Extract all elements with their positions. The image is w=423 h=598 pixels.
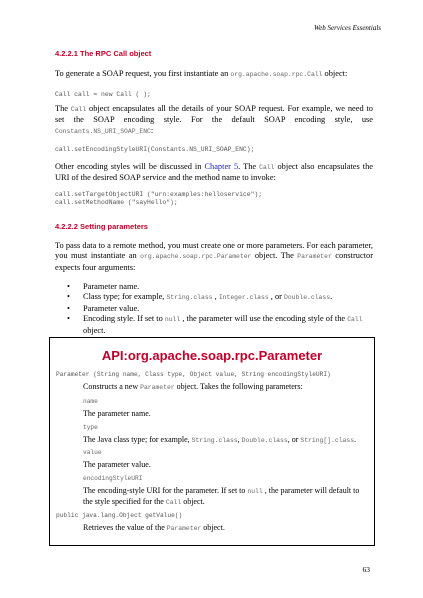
text: Retrieves the value of the <box>83 523 167 532</box>
paragraph-instantiate-call <box>55 69 373 80</box>
param-encoding-term: encodingStyleURI <box>83 475 143 482</box>
text: , the parameter will default to the style specified for the <box>83 486 360 506</box>
text: object. <box>201 523 225 532</box>
text: object. Takes the following parameters: <box>174 382 303 391</box>
text: , <box>237 435 242 444</box>
paragraph-other-encodings <box>55 162 373 184</box>
param-encoding-desc <box>83 486 368 508</box>
list-item <box>55 304 373 314</box>
text: Encoding style. If set to <box>83 314 165 324</box>
param-value-term: value <box>83 449 102 456</box>
inline-code: String.class <box>191 437 238 444</box>
text: object also encapsulates the URI of the desired SOAP service and the method name to invoke: <box>55 162 374 183</box>
inline-code: Call <box>259 164 275 171</box>
inline-code: String[].class <box>300 437 355 444</box>
list-item <box>55 314 373 336</box>
inline-code: Parameter <box>140 384 175 391</box>
page-number: 63 <box>362 565 370 574</box>
text: Other encoding styles will be discussed in <box>55 162 205 171</box>
inline-code: null <box>247 488 263 495</box>
paragraph-pass-data <box>55 241 373 273</box>
inline-code: org.apache.soap.rpc.Parameter <box>140 253 252 261</box>
param-type-term: type <box>83 424 98 431</box>
text: , <box>212 292 219 302</box>
inline-code: Parameter <box>166 525 202 532</box>
text: . <box>330 292 333 302</box>
text: , or <box>268 292 285 302</box>
inline-code: Integer.class <box>218 294 269 302</box>
text: object. <box>181 497 205 506</box>
text: . <box>354 435 357 444</box>
constructor-signature: Parameter (String name, Class type, Object value, String encodingStyleURI) <box>56 371 331 378</box>
text: , the parameter will use the encoding style of the <box>180 314 348 324</box>
api-reference-box <box>49 337 375 546</box>
text: Constructs a new <box>83 382 141 391</box>
constructor-description <box>83 382 368 393</box>
code-line-set-target: call.setTargetObjectURI ("urn:examples:helloservice"); <box>55 191 263 198</box>
list-item <box>55 292 373 303</box>
param-name-term: name <box>83 398 98 405</box>
param-value-desc: The parameter value. <box>83 460 151 469</box>
inline-code: Double.class <box>284 294 331 302</box>
text: object: <box>322 69 348 78</box>
text: Parameter name. <box>83 282 140 291</box>
paragraph-call-encapsulates <box>55 104 373 137</box>
text: , or <box>287 435 301 444</box>
getvalue-description <box>83 523 368 534</box>
code-line-set-method: call.setMethodName ("sayHello"); <box>55 199 178 206</box>
text: Class type; for example, <box>83 292 167 302</box>
inline-code: String.class <box>166 294 213 302</box>
text: The <box>55 104 71 113</box>
inline-code: null <box>164 316 181 324</box>
section-heading-setting-parameters: 4.2.2.2 Setting parameters <box>55 222 148 231</box>
inline-code: Constants.NS_URI_SOAP_ENC <box>55 127 151 135</box>
text: object encapsulates all the details of your SOAP request. For example, we need to set the SOAP encoding style. For the default SOAP encoding style, use <box>55 104 373 125</box>
getvalue-signature: public java.lang.Object getValue() <box>56 512 183 519</box>
chapter-5-link[interactable]: Chapter 5 <box>204 162 239 171</box>
inline-code: Call <box>347 316 363 324</box>
text: constructor expects four arguments: <box>55 251 373 272</box>
param-name-desc: The parameter name. <box>83 409 151 418</box>
api-title: API:org.apache.soap.rpc.Parameter <box>101 348 323 363</box>
constructor-arguments-list <box>55 282 373 336</box>
text: object. The <box>251 251 298 261</box>
list-item <box>55 282 373 292</box>
running-head: Web Services Essentials <box>313 24 381 32</box>
code-line-new-call: Call call = new Call ( ); <box>55 91 151 98</box>
inline-code: Call <box>70 106 87 113</box>
text: . The <box>238 162 260 171</box>
text: To generate a SOAP request, you first instantiate an <box>55 69 231 78</box>
section-heading-rpc-call: 4.2.2.1 The RPC Call object <box>55 49 152 58</box>
text: object. <box>83 325 106 335</box>
inline-code: Double.class <box>241 437 288 444</box>
inline-code: Parameter <box>297 253 332 261</box>
param-type-desc <box>83 435 368 446</box>
inline-code: org.apache.soap.rpc.Call <box>230 71 323 78</box>
text: The encoding-style URI for the parameter. If set to <box>83 486 248 495</box>
text: The Java class type; for example, <box>83 435 192 444</box>
inline-code: Call <box>165 499 182 506</box>
code-line-set-encoding: call.setEncodingStyleURI(Constants.NS_URI_SOAP_ENC); <box>55 146 255 153</box>
text: Parameter value. <box>83 303 140 313</box>
text: : <box>150 125 154 135</box>
text: To pass data to a remote method, you must create one or more parameters. For each parameter, you must instantiate an <box>55 241 373 261</box>
